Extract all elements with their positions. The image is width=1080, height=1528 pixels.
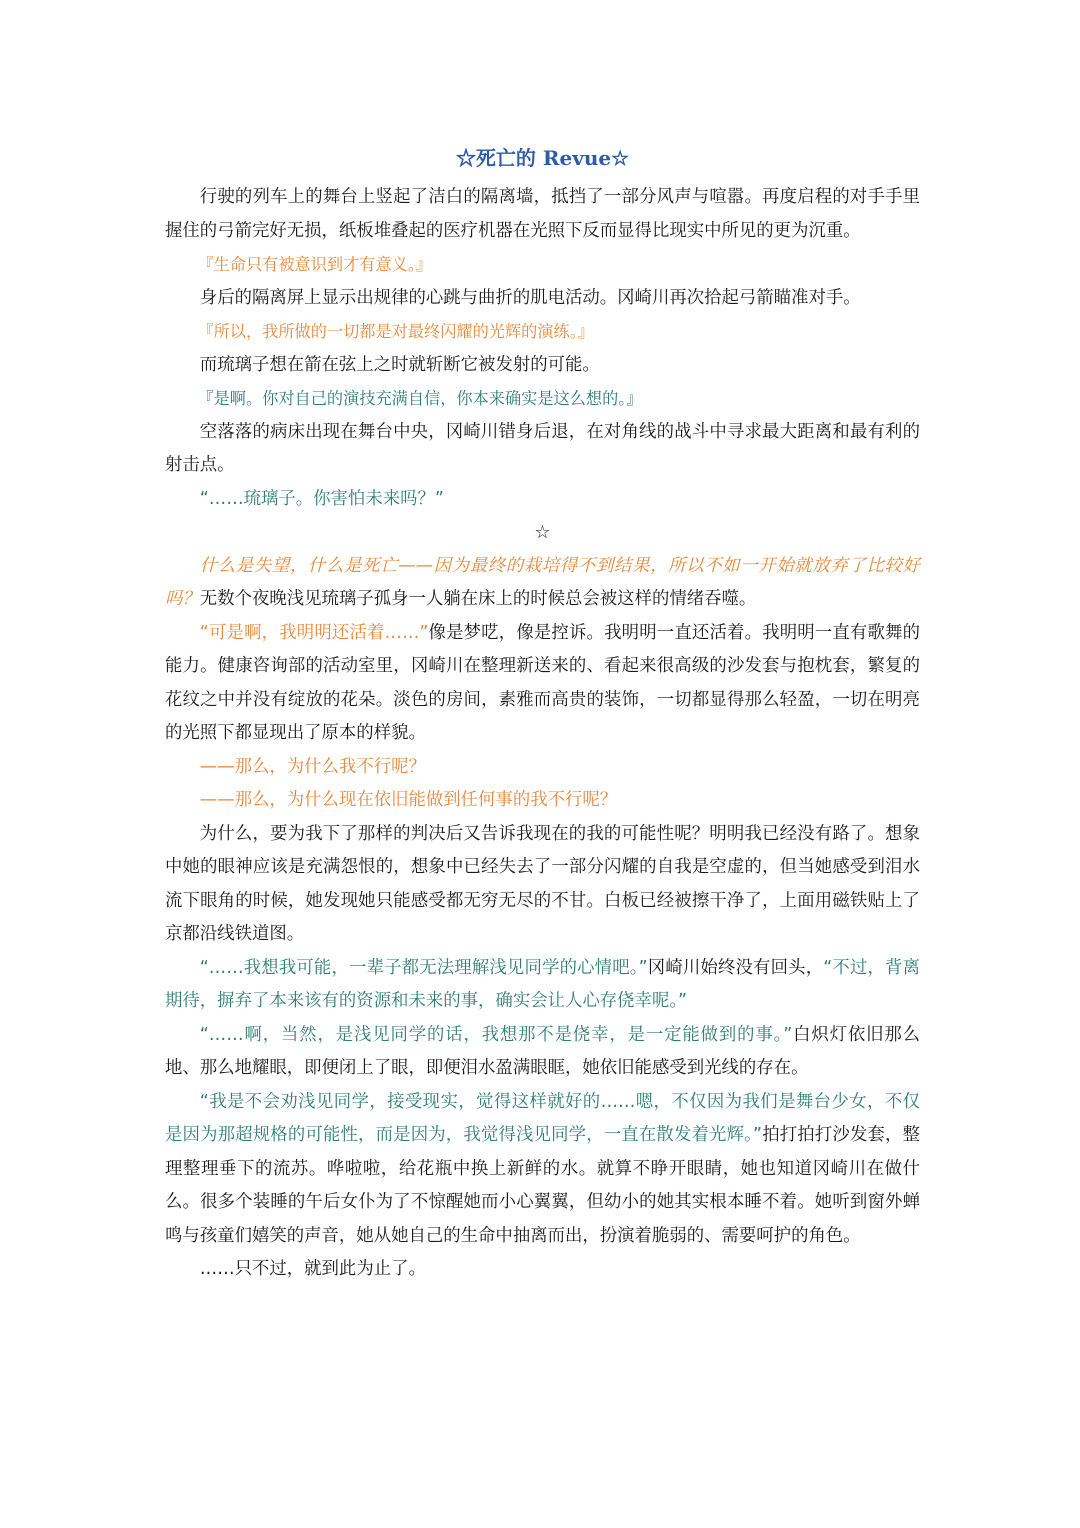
paragraph-4: 空落落的病床出现在舞台中央，冈崎川错身后退，在对角线的战斗中寻求最大距离和最有利的射击点。: [165, 421, 920, 475]
paragraph-12: [165, 1019, 920, 1086]
paragraph-11-mid: 冈崎川始终没有回头，: [647, 957, 824, 978]
paragraph-13: [165, 1086, 920, 1254]
document-page: [165, 140, 920, 1287]
inner-thought: 什么是失望，什么是死亡——因为最终的栽培得不到结果，所以不如一开始就放弃了比较好吗？: [165, 555, 920, 609]
paragraph-1: 行驶的列车上的舞台上竖起了洁白的隔离墙，抵挡了一部分风声与喧嚣。再度启程的对手手里握住的弓箭完好无损，纸板堆叠起的医疗机器在光照下反而显得比现实中所见的更为沉重。: [165, 187, 920, 241]
dash-line-1: ——那么，为什么我不行呢？: [199, 756, 426, 777]
paragraph-11: [165, 952, 920, 1019]
paragraph-6-rest: 无数个夜晚浅见琉璃子孤身一人躺在床上的时候总会被这样的情绪吞噬。: [199, 589, 757, 609]
paragraph-2: 身后的隔离屏上显示出规律的心跳与曲折的肌电活动。冈崎川再次拾起弓箭瞄准对手。: [199, 287, 861, 308]
paragraph-13-rest: 拍打拍打沙发套，整理整理垂下的流苏。哗啦啦，给花瓶中换上新鲜的水。就算不睁开眼睛，她也知道冈崎川在做什么。很多个装睡的午后女仆为了不惊醒她而小心翼翼，但幼小的她其实根本睡不着。她听到窗外蝉鸣与孩童们嬉笑的声音，她从她自己的生命中抽离而出，扮演着脆弱的、需要呵护的角色。: [165, 1125, 920, 1246]
dialogue-1: “……琉璃子。你害怕未来吗？”: [199, 488, 444, 509]
paragraph-14: ……只不过，就到此为止了。: [199, 1259, 426, 1279]
paragraph-7-rest: 像是梦呓，像是控诉。我明明一直还活着。我明明一直有歌舞的能力。健康咨询部的活动室里，冈崎川在整理新送来的、看起来很高级的沙发套与抱枕套，繁复的花纹之中并没有绽放的花朵。淡色的房间，素雅而高贵的装饰，一切都显得那么轻盈，一切在明亮的光照下都显现出了原本的样貌。: [165, 622, 920, 743]
quote-1: 『生命只有被意识到才有意义。』: [197, 255, 433, 274]
paragraph-3: 而琉璃子想在箭在弦上之时就斩断它被发射的可能。: [199, 354, 600, 375]
dialogue-2: “可是啊，我明明还活着……”: [199, 622, 429, 643]
paragraph-10: 为什么，要为我下了那样的判决后又告诉我现在的我的可能性呢？明明我已经没有路了。想象中她的眼神应该是充满怨恨的，想象中已经失去了一部分闪耀的自我是空虚的，但当她感受到泪水流下眼角的时候，她发现她只能感受都无穷无尽的不甘。白板已经被擦干净了，上面用磁铁贴上了京都沿线铁道图。: [165, 823, 920, 944]
dialogue-4: “……啊，当然，是浅见同学的话，我想那不是侥幸，是一定能做到的事。”: [199, 1024, 793, 1045]
dialogue-3b: “不过，背离期待，摒弃了本来该有的资源和未来的事，确实会让人心存侥幸呢。”: [165, 957, 920, 1011]
dialogue-3a: “……我想我可能，一辈子都无法理解浅见同学的心情吧。”: [199, 957, 648, 978]
paragraph-7: [165, 617, 920, 751]
paragraph-12-rest: 白炽灯依旧那么地、那么地耀眼，即便闭上了眼，即便泪水盈满眼眶，她依旧能感受到光线的存在。: [165, 1024, 920, 1078]
quote-3: 『是啊。你对自己的演技充满自信，你本来确实是这么想的。』: [197, 389, 643, 408]
chapter-title: ☆死亡的 Revue☆: [455, 146, 630, 170]
section-divider-star: ☆: [534, 522, 551, 543]
quote-2: 『所以，我所做的一切都是对最终闪耀的光辉的演练。』: [197, 322, 594, 341]
dialogue-5: “我是不会劝浅见同学，接受现实，觉得这样就好的……嗯，不仅因为我们是舞台少女，不仅是因为那超规格的可能性，而是因为，我觉得浅见同学，一直在散发着光辉。”: [165, 1091, 920, 1145]
paragraph-6: [165, 550, 920, 617]
dash-line-2: ——那么，为什么现在依旧能做到任何事的我不行呢？: [199, 790, 618, 810]
